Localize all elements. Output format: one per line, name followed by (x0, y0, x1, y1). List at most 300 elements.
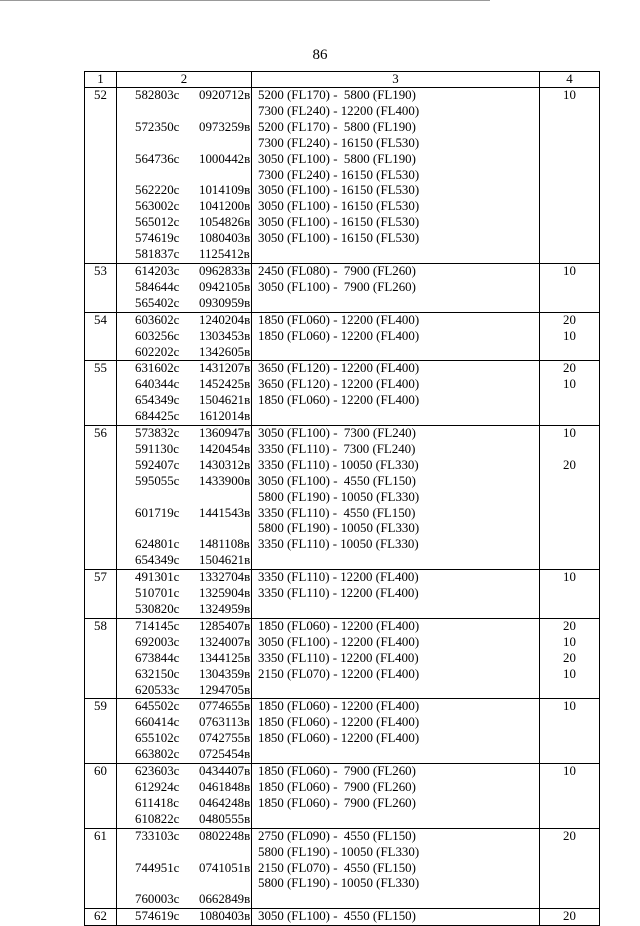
altitude-range-cell (252, 892, 540, 908)
altitude-range-cell: 1850 (FL060) - 12200 (FL400) (252, 312, 540, 328)
value-cell (540, 152, 600, 168)
coordinates-cell (117, 442, 252, 458)
group-number-cell: 58 (85, 618, 117, 634)
latitude-code: 510701с (135, 586, 180, 601)
latitude-code: 562220с (135, 183, 180, 198)
column-header-2: 2 (117, 72, 252, 88)
altitude-range-cell: 3350 (FL110) - 12200 (FL400) (252, 586, 540, 602)
longitude-code: 0434407в (199, 764, 251, 779)
value-cell (540, 136, 600, 152)
altitude-range-cell: 1850 (FL060) - 12200 (FL400) (252, 731, 540, 747)
group-number-cell (85, 136, 117, 152)
group-number-cell (85, 861, 117, 877)
table-row (85, 458, 600, 474)
table-row (85, 715, 600, 731)
group-number-cell (85, 183, 117, 199)
value-cell (540, 215, 600, 231)
longitude-code: 1360947в (199, 426, 251, 441)
latitude-code: 565402с (135, 295, 180, 310)
latitude-code: 603256с (135, 328, 180, 343)
table-row (85, 699, 600, 715)
longitude-code: 1452425в (199, 377, 251, 392)
group-number-cell (85, 876, 117, 892)
altitude-range-cell: 7300 (FL240) - 12200 (FL400) (252, 104, 540, 120)
latitude-code: 612924с (135, 779, 180, 794)
value-cell: 20 (540, 361, 600, 377)
altitude-range-cell: 5200 (FL170) - 5800 (FL190) (252, 120, 540, 136)
value-cell: 10 (540, 88, 600, 104)
group-number-cell (85, 651, 117, 667)
group-number-cell: 61 (85, 828, 117, 844)
coordinates-cell (117, 812, 252, 828)
value-cell (540, 231, 600, 247)
group-number-cell: 62 (85, 909, 117, 926)
altitude-range-cell (252, 296, 540, 312)
value-cell: 10 (540, 263, 600, 279)
group-number-cell (85, 345, 117, 361)
altitude-range-cell: 3050 (FL100) - 16150 (FL530) (252, 231, 540, 247)
table-row (85, 490, 600, 506)
longitude-code: 1240204в (199, 312, 251, 327)
longitude-code: 1324959в (199, 602, 251, 616)
group-number-cell (85, 490, 117, 506)
table-group (85, 828, 600, 909)
latitude-code: 610822с (135, 811, 180, 826)
table-row (85, 796, 600, 812)
latitude-code: 573832с (135, 426, 180, 441)
coordinates-cell (117, 136, 252, 152)
longitude-code: 1433900в (199, 473, 251, 488)
altitude-range-cell: 5800 (FL190) - 10050 (FL330) (252, 490, 540, 506)
longitude-code: 1612014в (199, 409, 251, 424)
latitude-code: 684425с (135, 409, 180, 424)
group-number-cell (85, 747, 117, 763)
table-row (85, 296, 600, 312)
group-number-cell (85, 683, 117, 699)
coordinates-cell (117, 780, 252, 796)
table-row (85, 667, 600, 683)
latitude-code: 654349с (135, 553, 180, 568)
altitude-range-cell (252, 683, 540, 699)
value-cell (540, 345, 600, 361)
longitude-code: 0662849в (199, 892, 251, 907)
altitude-range-cell: 3350 (FL110) - 10050 (FL330) (252, 537, 540, 553)
altitude-range-cell: 2750 (FL090) - 4550 (FL150) (252, 828, 540, 844)
longitude-code: 0962833в (199, 263, 251, 278)
altitude-range-cell: 5800 (FL190) - 10050 (FL330) (252, 876, 540, 892)
longitude-code: 1324007в (199, 634, 251, 649)
longitude-code: 1303453в (199, 328, 251, 343)
longitude-code: 1344125в (199, 650, 251, 665)
group-number-cell (85, 537, 117, 553)
table-row (85, 764, 600, 780)
group-number-cell (85, 231, 117, 247)
altitude-range-cell: 3350 (FL110) - 12200 (FL400) (252, 651, 540, 667)
table-row (85, 442, 600, 458)
value-cell: 10 (540, 329, 600, 345)
coordinates-cell (117, 796, 252, 812)
value-cell (540, 892, 600, 908)
value-cell (540, 296, 600, 312)
coordinates-cell (117, 570, 252, 586)
latitude-code: 565012с (135, 215, 180, 230)
coordinates-cell (117, 231, 252, 247)
latitude-code: 591130с (135, 441, 179, 456)
value-cell: 20 (540, 651, 600, 667)
top-rule (0, 0, 490, 1)
coordinates-cell (117, 731, 252, 747)
coordinates-cell (117, 553, 252, 569)
table-group (85, 361, 600, 426)
value-cell: 10 (540, 667, 600, 683)
table-row (85, 409, 600, 425)
altitude-range-cell: 3050 (FL100) - 4550 (FL150) (252, 909, 540, 926)
coordinates-cell (117, 152, 252, 168)
latitude-code: 692003с (135, 634, 180, 649)
longitude-code: 0742755в (199, 731, 251, 746)
table-row (85, 521, 600, 537)
value-cell (540, 537, 600, 553)
value-cell: 20 (540, 909, 600, 926)
coordinates-cell (117, 521, 252, 537)
group-number-cell (85, 280, 117, 296)
table-row (85, 120, 600, 136)
group-number-cell (85, 812, 117, 828)
table-row (85, 168, 600, 184)
value-cell (540, 506, 600, 522)
value-cell: 10 (540, 570, 600, 586)
longitude-code: 1285407в (199, 618, 251, 633)
table-row (85, 104, 600, 120)
group-number-cell: 54 (85, 312, 117, 328)
value-cell (540, 731, 600, 747)
altitude-range-cell: 2150 (FL070) - 12200 (FL400) (252, 667, 540, 683)
value-cell (540, 780, 600, 796)
altitude-range-cell: 3050 (FL100) - 7300 (FL240) (252, 426, 540, 442)
group-number-cell: 56 (85, 426, 117, 442)
altitude-range-cell: 2450 (FL080) - 7900 (FL260) (252, 263, 540, 279)
coordinates-cell (117, 828, 252, 844)
value-cell: 20 (540, 312, 600, 328)
group-number-cell: 59 (85, 699, 117, 715)
value-cell: 20 (540, 458, 600, 474)
coordinates-cell (117, 168, 252, 184)
altitude-range-cell: 3050 (FL100) - 16150 (FL530) (252, 215, 540, 231)
coordinates-cell (117, 764, 252, 780)
table-row (85, 845, 600, 861)
table-row (85, 553, 600, 569)
altitude-range-cell: 3050 (FL100) - 4550 (FL150) (252, 474, 540, 490)
latitude-code: 592407с (135, 457, 180, 472)
altitude-range-cell (252, 247, 540, 263)
altitude-range-cell (252, 602, 540, 618)
latitude-code: 574619с (135, 231, 180, 246)
coordinates-cell (117, 747, 252, 763)
table-row (85, 876, 600, 892)
coordinates-cell (117, 247, 252, 263)
table-group (85, 909, 600, 926)
value-cell (540, 247, 600, 263)
table-group (85, 426, 600, 570)
altitude-range-cell: 3050 (FL100) - 7900 (FL260) (252, 280, 540, 296)
group-number-cell (85, 845, 117, 861)
latitude-code: 603602с (135, 312, 180, 327)
latitude-code: 620533с (135, 682, 180, 697)
group-number-cell: 55 (85, 361, 117, 377)
group-number-cell (85, 409, 117, 425)
latitude-code: 564736с (135, 151, 180, 166)
group-number-cell (85, 104, 117, 120)
longitude-code: 1504621в (199, 553, 251, 568)
coordinates-cell (117, 88, 252, 104)
longitude-code: 1332704в (199, 570, 251, 585)
altitude-range-cell (252, 812, 540, 828)
table-row (85, 345, 600, 361)
column-header-1: 1 (85, 72, 117, 88)
table-row (85, 635, 600, 651)
altitude-range-cell: 5800 (FL190) - 10050 (FL330) (252, 845, 540, 861)
table-row (85, 312, 600, 328)
table-row (85, 474, 600, 490)
coordinates-cell (117, 104, 252, 120)
value-cell (540, 199, 600, 215)
longitude-code: 0741051в (199, 860, 251, 875)
table-row (85, 231, 600, 247)
group-number-cell: 52 (85, 88, 117, 104)
longitude-code: 1430312в (199, 457, 251, 472)
table-row (85, 361, 600, 377)
coordinates-cell (117, 490, 252, 506)
altitude-range-cell: 1850 (FL060) - 7900 (FL260) (252, 796, 540, 812)
group-number-cell (85, 602, 117, 618)
coordinates-cell (117, 393, 252, 409)
latitude-code: 631602с (135, 361, 180, 376)
altitude-range-cell: 1850 (FL060) - 12200 (FL400) (252, 618, 540, 634)
longitude-code: 0942105в (199, 279, 251, 294)
table-row (85, 618, 600, 634)
longitude-code: 1125412в (199, 247, 250, 262)
group-number-cell (85, 296, 117, 312)
value-cell: 10 (540, 377, 600, 393)
longitude-code: 1304359в (199, 666, 251, 681)
altitude-range-cell: 1850 (FL060) - 7900 (FL260) (252, 780, 540, 796)
longitude-code: 1014109в (199, 183, 251, 198)
latitude-code: 611418с (135, 795, 179, 810)
table-group (85, 88, 600, 264)
latitude-code: 563002с (135, 199, 180, 214)
value-cell (540, 602, 600, 618)
value-cell (540, 393, 600, 409)
table-row (85, 586, 600, 602)
value-cell: 10 (540, 635, 600, 651)
altitude-range-cell: 3350 (FL110) - 7300 (FL240) (252, 442, 540, 458)
value-cell (540, 490, 600, 506)
value-cell (540, 442, 600, 458)
coordinates-cell (117, 409, 252, 425)
latitude-code: 530820с (135, 602, 180, 616)
table-row (85, 377, 600, 393)
longitude-code: 1481108в (199, 537, 250, 552)
value-cell (540, 812, 600, 828)
group-number-cell: 53 (85, 263, 117, 279)
table-group (85, 764, 600, 829)
coordinates-cell (117, 861, 252, 877)
altitude-range-cell: 3350 (FL110) - 12200 (FL400) (252, 570, 540, 586)
coordinates-cell (117, 474, 252, 490)
latitude-code: 744951с (135, 860, 180, 875)
value-cell (540, 553, 600, 569)
table-row (85, 136, 600, 152)
group-number-cell (85, 635, 117, 651)
group-number-cell (85, 120, 117, 136)
latitude-code: 655102с (135, 731, 180, 746)
table-row (85, 812, 600, 828)
table-row (85, 426, 600, 442)
altitude-range-cell: 1850 (FL060) - 12200 (FL400) (252, 329, 540, 345)
group-number-cell (85, 377, 117, 393)
longitude-code: 0802248в (199, 828, 251, 843)
coordinates-cell (117, 458, 252, 474)
altitude-range-cell: 2150 (FL070) - 4550 (FL150) (252, 861, 540, 877)
coordinates-cell (117, 699, 252, 715)
coordinates-cell (117, 683, 252, 699)
coordinates-cell (117, 199, 252, 215)
longitude-code: 1294705в (199, 682, 251, 697)
altitude-range-cell: 3650 (FL120) - 12200 (FL400) (252, 377, 540, 393)
table-row (85, 183, 600, 199)
longitude-code: 1504621в (199, 393, 251, 408)
latitude-code: 581837с (135, 247, 180, 262)
latitude-code: 640344с (135, 377, 180, 392)
longitude-code: 0464248в (199, 795, 251, 810)
table-row (85, 88, 600, 104)
latitude-code: 733103с (135, 828, 180, 843)
group-number-cell (85, 247, 117, 263)
latitude-code: 614203с (135, 263, 180, 278)
value-cell (540, 168, 600, 184)
group-number-cell (85, 442, 117, 458)
latitude-code: 714145с (135, 618, 180, 633)
latitude-code: 623603с (135, 764, 180, 779)
page-number: 86 (312, 47, 328, 63)
coordinates-cell (117, 215, 252, 231)
longitude-code: 1431207в (199, 361, 251, 376)
coordinates-cell (117, 377, 252, 393)
table-row (85, 570, 600, 586)
altitude-range-cell: 1850 (FL060) - 12200 (FL400) (252, 699, 540, 715)
group-number-cell (85, 474, 117, 490)
value-cell (540, 280, 600, 296)
latitude-code: 624801с (135, 537, 180, 552)
group-number-cell (85, 780, 117, 796)
altitude-range-cell (252, 747, 540, 763)
coordinates-cell (117, 361, 252, 377)
group-number-cell (85, 393, 117, 409)
value-cell (540, 747, 600, 763)
group-number-cell (85, 506, 117, 522)
coordinates-cell (117, 329, 252, 345)
altitude-range-cell: 3350 (FL110) - 4550 (FL150) (252, 506, 540, 522)
coordinates-cell (117, 263, 252, 279)
table-row (85, 393, 600, 409)
value-cell: 20 (540, 618, 600, 634)
altitude-range-cell: 1850 (FL060) - 7900 (FL260) (252, 764, 540, 780)
longitude-code: 1441543в (199, 505, 251, 520)
value-cell: 10 (540, 764, 600, 780)
value-cell (540, 474, 600, 490)
longitude-code: 0920712в (199, 88, 251, 102)
table-row (85, 152, 600, 168)
table-row (85, 506, 600, 522)
value-cell: 10 (540, 699, 600, 715)
value-cell (540, 715, 600, 731)
latitude-code: 673844с (135, 650, 180, 665)
altitude-range-cell: 7300 (FL240) - 16150 (FL530) (252, 168, 540, 184)
latitude-code: 602202с (135, 344, 180, 359)
table-row (85, 263, 600, 279)
value-cell (540, 861, 600, 877)
altitude-range-cell (252, 553, 540, 569)
longitude-code: 1342605в (199, 344, 251, 359)
airspace-table (84, 71, 600, 926)
latitude-code: 645502с (135, 699, 180, 714)
group-number-cell (85, 715, 117, 731)
group-number-cell: 57 (85, 570, 117, 586)
value-cell (540, 521, 600, 537)
coordinates-cell (117, 586, 252, 602)
altitude-range-cell (252, 345, 540, 361)
altitude-range-cell: 3050 (FL100) - 12200 (FL400) (252, 635, 540, 651)
latitude-code: 572350с (135, 119, 180, 134)
latitude-code: 654349с (135, 393, 180, 408)
table-row (85, 651, 600, 667)
value-cell: 20 (540, 828, 600, 844)
coordinates-cell (117, 506, 252, 522)
coordinates-cell (117, 635, 252, 651)
latitude-code: 760003с (135, 892, 180, 907)
table-row (85, 861, 600, 877)
longitude-code: 1080403в (199, 231, 251, 246)
longitude-code: 1325904в (199, 586, 251, 601)
coordinates-cell (117, 537, 252, 553)
coordinates-cell (117, 183, 252, 199)
longitude-code: 1000442в (199, 151, 251, 166)
coordinates-cell (117, 876, 252, 892)
table-row (85, 909, 600, 926)
table-row (85, 731, 600, 747)
latitude-code: 663802с (135, 747, 180, 762)
longitude-code: 0480555в (199, 811, 251, 826)
longitude-code: 0725454в (199, 747, 251, 762)
longitude-code: 1041200в (199, 199, 251, 214)
altitude-range-cell: 7300 (FL240) - 16150 (FL530) (252, 136, 540, 152)
latitude-code: 595055с (135, 473, 180, 488)
coordinates-cell (117, 602, 252, 618)
group-number-cell (85, 168, 117, 184)
group-number-cell (85, 892, 117, 908)
longitude-code: 0930959в (199, 295, 251, 310)
table-row (85, 747, 600, 763)
latitude-code: 574619с (135, 909, 180, 924)
altitude-range-cell: 1850 (FL060) - 12200 (FL400) (252, 715, 540, 731)
table-header (85, 72, 600, 88)
coordinates-cell (117, 909, 252, 926)
coordinates-cell (117, 715, 252, 731)
value-cell (540, 409, 600, 425)
table-row (85, 892, 600, 908)
value-cell: 10 (540, 426, 600, 442)
table-group (85, 263, 600, 312)
